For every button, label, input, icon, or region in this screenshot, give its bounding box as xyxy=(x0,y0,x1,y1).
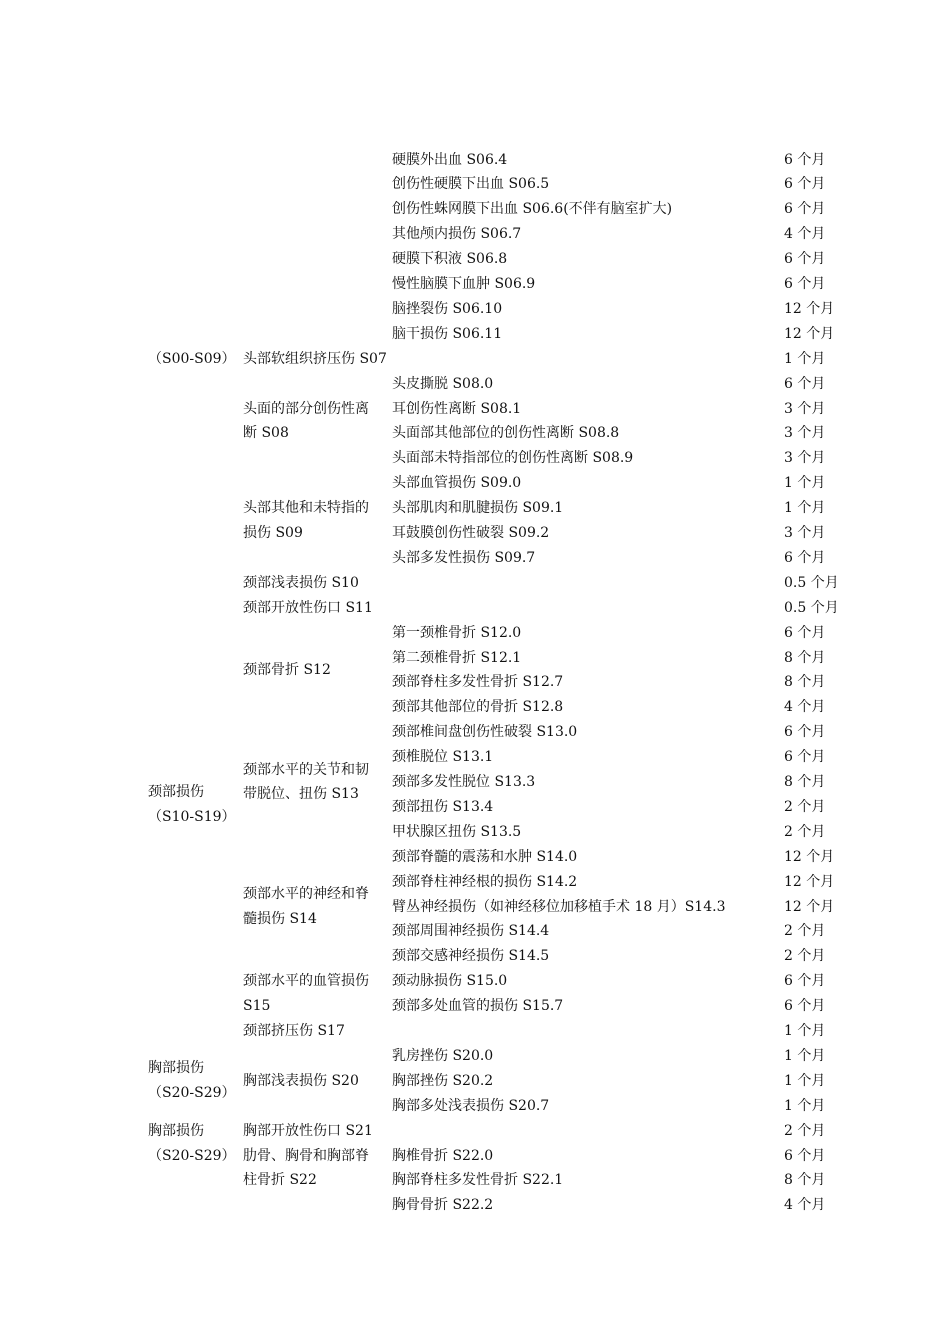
treatment-period-cell: 6 个月 xyxy=(784,973,826,990)
treatment-period-cell: 6 个月 xyxy=(784,1147,826,1164)
injury-type-cell: 断 S08 xyxy=(243,425,289,442)
treatment-period-cell: 2 个月 xyxy=(784,798,826,815)
treatment-period-cell: 3 个月 xyxy=(784,400,826,417)
injury-detail-cell: 创伤性蛛网膜下出血 S06.6(不伴有脑室扩大) xyxy=(392,201,673,218)
injury-detail-cell: 乳房挫伤 S20.0 xyxy=(392,1047,494,1064)
injury-type-cell: 颈部挤压伤 S17 xyxy=(243,1023,345,1039)
injury-detail-cell: 头皮撕脱 S08.0 xyxy=(392,375,494,392)
injury-type-cell: 颈部开放性伤口 S11 xyxy=(243,599,373,616)
injury-detail-cell: 胸部脊柱多发性骨折 S22.1 xyxy=(392,1172,564,1189)
treatment-period-cell: 6 个月 xyxy=(784,375,826,392)
treatment-period-cell: 12 个月 xyxy=(784,848,835,865)
treatment-period-cell: 8 个月 xyxy=(784,774,826,790)
treatment-period-cell: 3 个月 xyxy=(784,425,826,442)
injury-type-chest-superficial: 胸部浅表损伤 S20 xyxy=(243,1072,359,1089)
injury-type-neck-fracture: 颈部骨折 S12 xyxy=(243,661,331,678)
injury-detail-cell: 颈部脊柱神经根的损伤 S14.2 xyxy=(392,873,578,890)
treatment-period-cell: 6 个月 xyxy=(784,549,826,566)
injury-detail-cell: 颈椎脱位 S13.1 xyxy=(392,749,494,766)
injury-detail-cell: 胸部多处浅表损伤 S20.7 xyxy=(392,1097,550,1114)
injury-detail-cell: 耳创伤性离断 S08.1 xyxy=(392,400,522,417)
treatment-period-cell: 12 个月 xyxy=(784,898,835,915)
treatment-period-cell: 2 个月 xyxy=(784,823,826,840)
injury-detail-cell: 颈部交感神经损伤 S14.5 xyxy=(392,948,550,965)
treatment-period-cell: 1 个月 xyxy=(784,1047,826,1064)
injury-detail-cell: 胸椎骨折 S22.0 xyxy=(392,1147,494,1164)
injury-detail-cell: 甲状腺区扭伤 S13.5 xyxy=(392,823,522,840)
treatment-period-cell: 2 个月 xyxy=(784,948,826,965)
injury-type-cell: 头部软组织挤压伤 S07 xyxy=(243,350,387,367)
injury-type-cell: 颈部浅表损伤 S10 xyxy=(243,574,359,591)
injury-detail-cell: 硬膜下积液 S06.8 xyxy=(392,251,508,268)
injury-detail-cell: 头面部未特指部位的创伤性离断 S08.9 xyxy=(392,450,634,467)
treatment-period-cell: 1 个月 xyxy=(784,1097,826,1114)
injury-category-cell: （S00-S09） xyxy=(148,350,236,367)
injury-type-cell: 肋骨、胸骨和胸部脊 xyxy=(243,1147,369,1164)
treatment-period-cell: 8 个月 xyxy=(784,1172,826,1189)
treatment-period-cell: 1 个月 xyxy=(784,1072,826,1089)
injury-detail-cell: 颈部其他部位的骨折 S12.8 xyxy=(392,699,564,716)
treatment-period-cell: 1 个月 xyxy=(784,475,826,492)
injury-detail-cell: 胸部挫伤 S20.2 xyxy=(392,1072,494,1089)
injury-detail-cell: 颈部周围神经损伤 S14.4 xyxy=(392,923,550,940)
treatment-period-cell: 6 个月 xyxy=(784,276,826,292)
treatment-period-cell: 0.5 个月 xyxy=(784,574,839,591)
treatment-period-cell: 3 个月 xyxy=(784,450,826,467)
injury-type-cell: 颈部水平的血管损伤 xyxy=(243,973,369,990)
injury-type-cell: 胸部开放性伤口 S21 xyxy=(243,1122,373,1139)
injury-category-neck-group: 颈部损伤 xyxy=(148,783,204,800)
treatment-period-cell: 6 个月 xyxy=(784,176,826,193)
injury-detail-cell: 第二颈椎骨折 S12.1 xyxy=(392,649,522,666)
treatment-period-cell: 6 个月 xyxy=(784,151,826,168)
injury-detail-cell: 颈部多发性脱位 S13.3 xyxy=(392,774,536,790)
injury-detail-cell: 其他颅内损伤 S06.7 xyxy=(392,226,522,243)
injury-detail-cell: 头部血管损伤 S09.0 xyxy=(392,475,522,492)
injury-detail-cell: 颈部脊髓的震荡和水肿 S14.0 xyxy=(392,848,578,865)
injury-detail-cell: 臂丛神经损伤（如神经移位加移植手术 18 月）S14.3 xyxy=(392,898,726,915)
injury-detail-cell: 颈部扭伤 S13.4 xyxy=(392,798,494,815)
injury-detail-cell: 脑挫裂伤 S06.10 xyxy=(392,300,503,317)
injury-category-cell: 胸部损伤 xyxy=(148,1122,204,1139)
treatment-period-cell: 6 个月 xyxy=(784,724,826,741)
injury-type-neck-nerve-l2: 髓损伤 S14 xyxy=(243,910,317,927)
injury-detail-cell: 头面部其他部位的创伤性离断 S08.8 xyxy=(392,425,620,442)
treatment-period-cell: 0.5 个月 xyxy=(784,599,839,616)
injury-type-neck-joint-l2: 带脱位、扭伤 S13 xyxy=(243,786,359,803)
treatment-period-cell: 1 个月 xyxy=(784,350,826,367)
injury-detail-cell: 颈部脊柱多发性骨折 S12.7 xyxy=(392,674,564,691)
treatment-period-cell: 12 个月 xyxy=(784,873,835,890)
treatment-period-cell: 6 个月 xyxy=(784,201,826,218)
injury-category-chest-group: 胸部损伤 xyxy=(148,1060,204,1077)
injury-category-cell: （S20-S29） xyxy=(148,1147,236,1164)
treatment-period-cell: 12 个月 xyxy=(784,300,835,317)
injury-category-neck-group-code: （S10-S19） xyxy=(148,808,236,825)
treatment-period-cell: 1 个月 xyxy=(784,500,826,517)
treatment-period-cell: 2 个月 xyxy=(784,923,826,940)
treatment-period-cell: 4 个月 xyxy=(784,1197,826,1214)
treatment-period-cell: 3 个月 xyxy=(784,525,826,541)
treatment-period-cell: 4 个月 xyxy=(784,226,826,243)
treatment-period-cell: 12 个月 xyxy=(784,325,835,342)
treatment-period-cell: 6 个月 xyxy=(784,624,826,641)
treatment-period-cell: 8 个月 xyxy=(784,649,826,666)
treatment-period-cell: 6 个月 xyxy=(784,251,826,268)
injury-detail-cell: 第一颈椎骨折 S12.0 xyxy=(392,624,522,641)
treatment-period-cell: 8 个月 xyxy=(784,674,826,691)
treatment-period-cell: 6 个月 xyxy=(784,998,826,1015)
injury-type-cell: S15 xyxy=(243,998,271,1015)
injury-category-chest-group-code: （S20-S29） xyxy=(148,1085,236,1102)
injury-detail-cell: 耳鼓膜创伤性破裂 S09.2 xyxy=(392,525,550,541)
injury-detail-cell: 慢性脑膜下血肿 S06.9 xyxy=(392,276,536,292)
treatment-period-cell: 2 个月 xyxy=(784,1122,826,1139)
injury-detail-cell: 脑干损伤 S06.11 xyxy=(392,325,503,342)
injury-type-neck-joint-l1: 颈部水平的关节和韧 xyxy=(243,761,369,778)
treatment-period-cell: 1 个月 xyxy=(784,1023,826,1039)
injury-type-cell: 头部其他和未特指的 xyxy=(243,500,369,517)
injury-detail-cell: 头部多发性损伤 S09.7 xyxy=(392,549,536,566)
injury-type-neck-nerve-l1: 颈部水平的神经和脊 xyxy=(243,886,369,903)
injury-type-cell: 头面的部分创伤性离 xyxy=(243,400,369,417)
injury-type-cell: 柱骨折 S22 xyxy=(243,1172,317,1189)
treatment-period-cell: 4 个月 xyxy=(784,699,826,716)
injury-detail-cell: 胸骨骨折 S22.2 xyxy=(392,1197,494,1214)
injury-detail-cell: 颈部椎间盘创伤性破裂 S13.0 xyxy=(392,724,578,741)
injury-detail-cell: 创伤性硬膜下出血 S06.5 xyxy=(392,176,550,193)
injury-detail-cell: 颈部多处血管的损伤 S15.7 xyxy=(392,998,564,1015)
injury-detail-cell: 硬膜外出血 S06.4 xyxy=(392,151,508,168)
injury-type-cell: 损伤 S09 xyxy=(243,525,303,541)
injury-detail-cell: 颈动脉损伤 S15.0 xyxy=(392,973,508,990)
injury-detail-cell: 头部肌肉和肌腱损伤 S09.1 xyxy=(392,500,564,517)
treatment-period-cell: 6 个月 xyxy=(784,749,826,766)
